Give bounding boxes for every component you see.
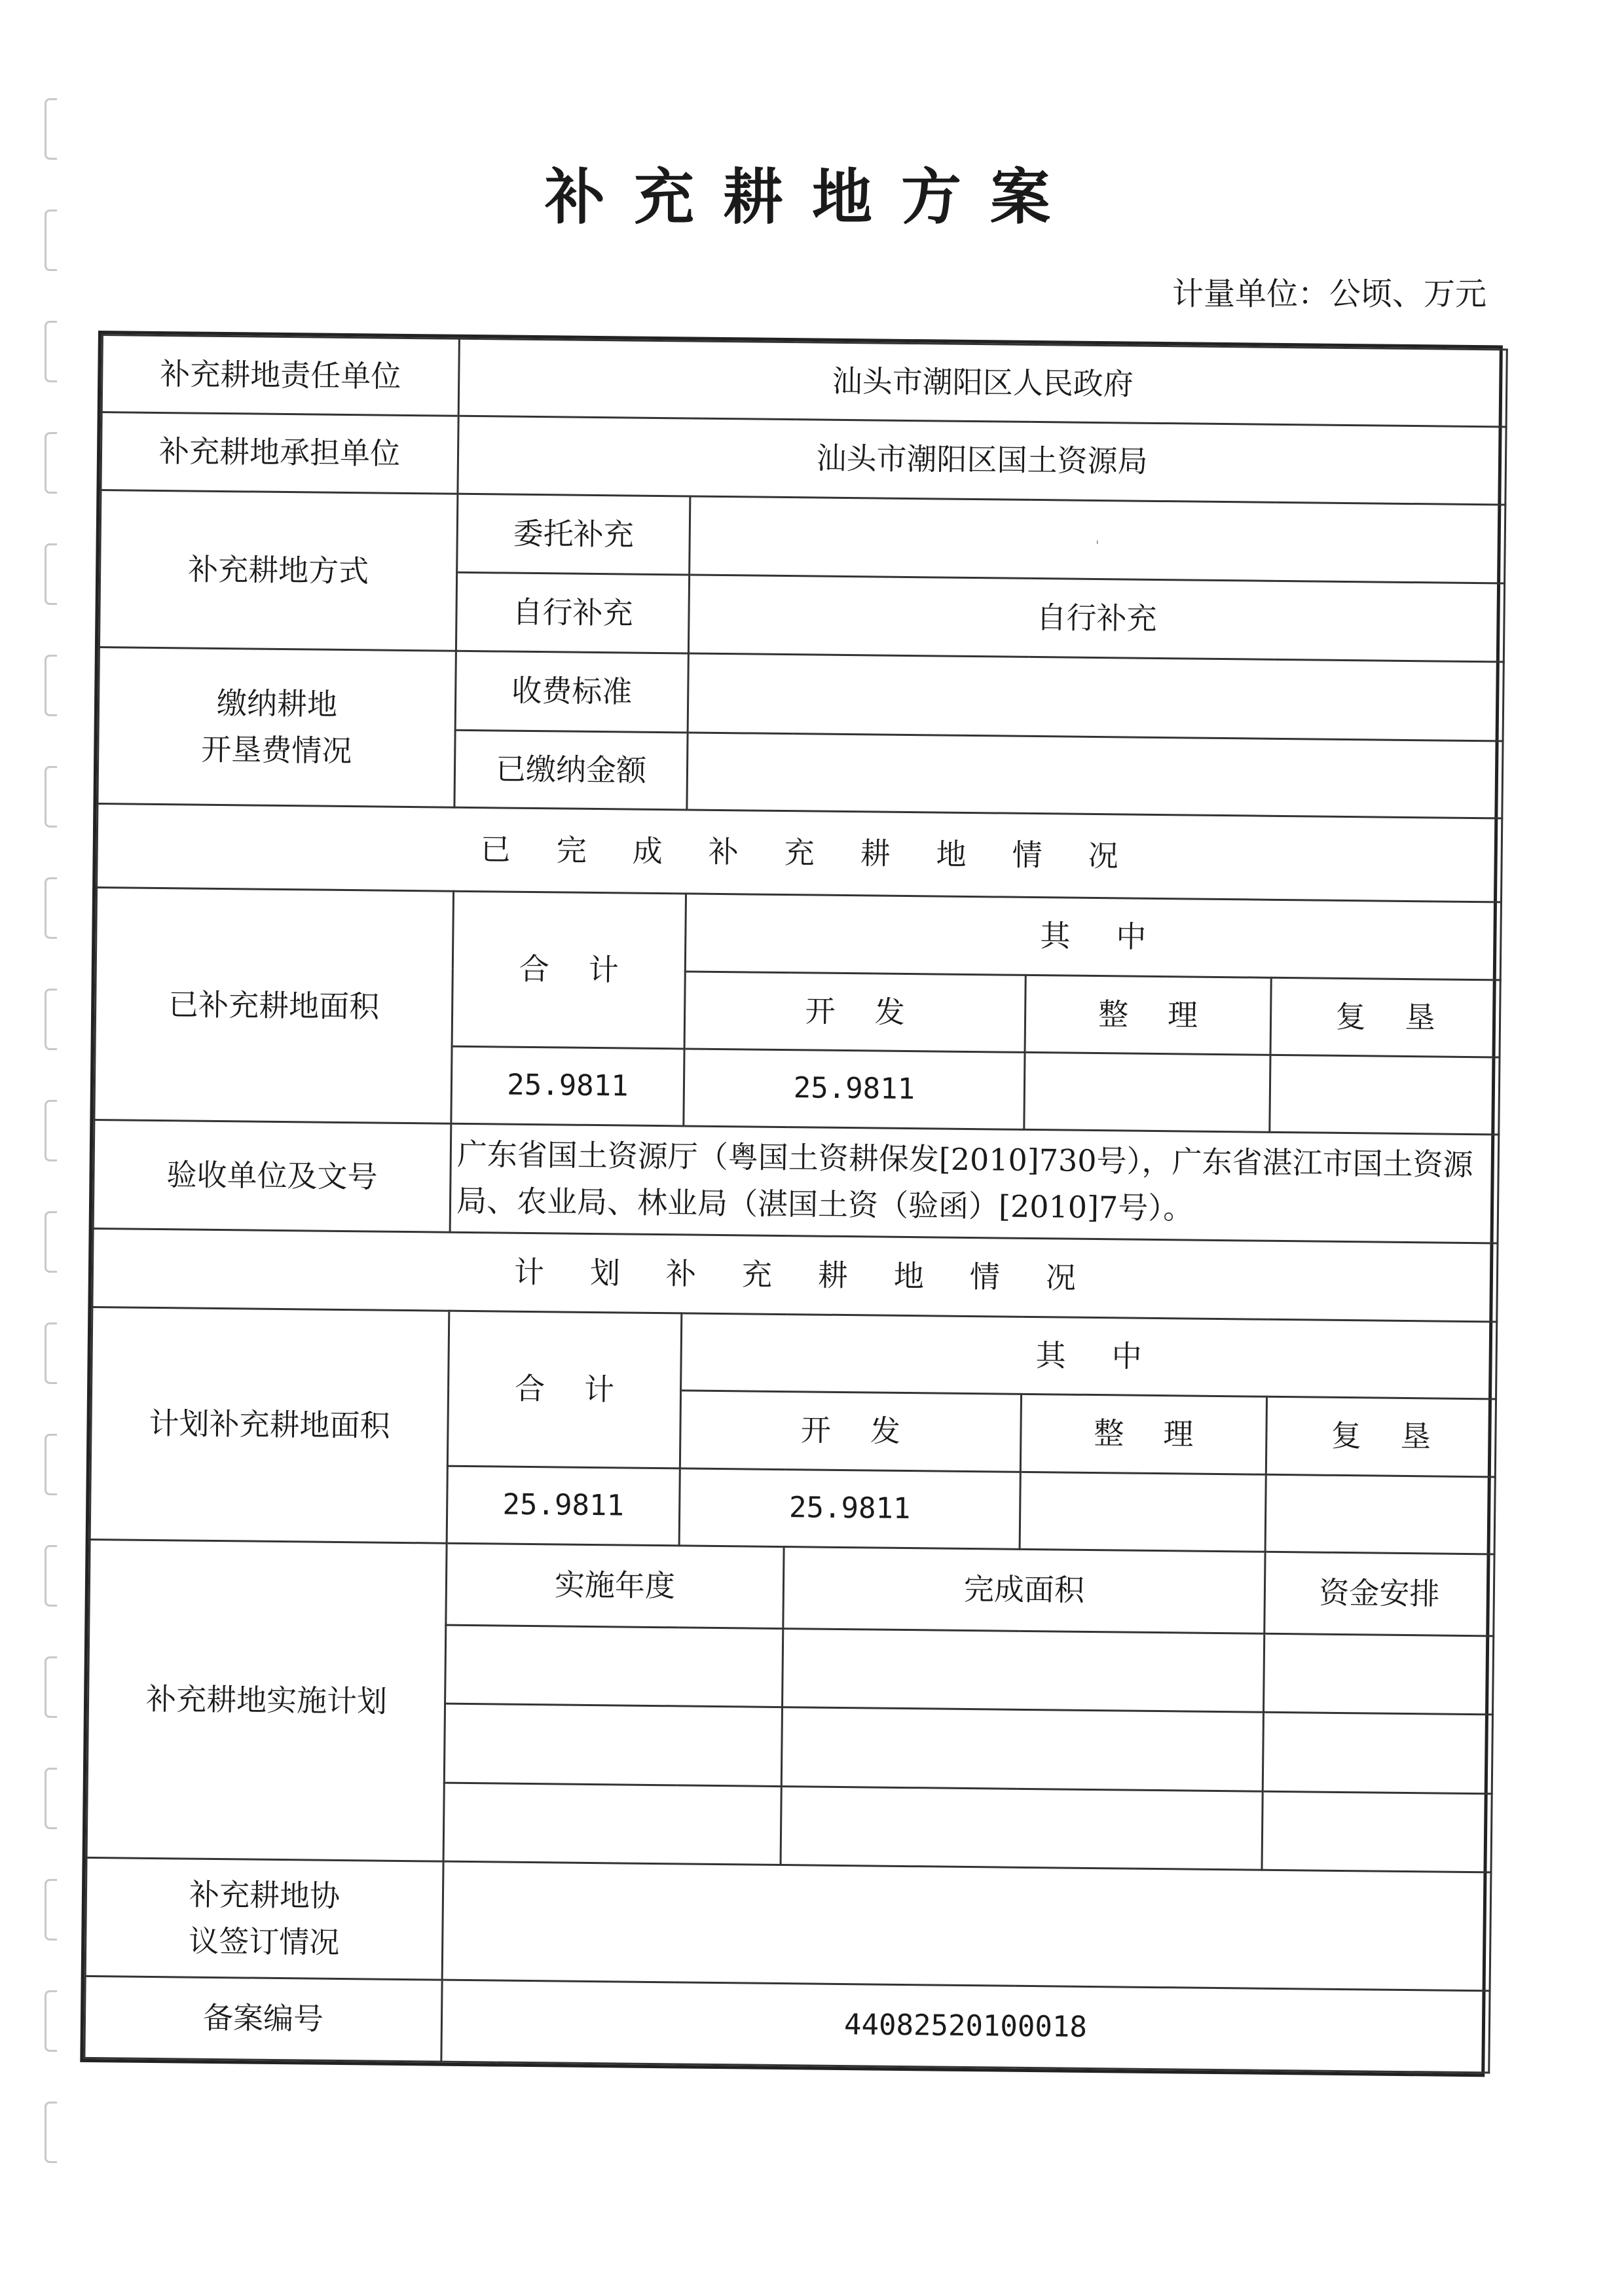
- agreement-label: [85, 1858, 443, 1980]
- implementation-label: 补充耕地实施计划: [86, 1539, 447, 1861]
- undertaker-value: 汕头市潮阳区国土资源局: [458, 416, 1506, 505]
- record-number: 44082520100018: [441, 1980, 1490, 2073]
- completed-of-which: 其中: [685, 894, 1501, 979]
- fee-label-line1: 缴纳耕地: [216, 685, 338, 722]
- implementation-year-header: 实施年度: [446, 1543, 784, 1629]
- planned-of-which: 其中: [681, 1313, 1497, 1399]
- planned-develop-value: 25.9811: [679, 1468, 1020, 1549]
- planned-total-value: 25.9811: [447, 1466, 680, 1546]
- binding-rings: [45, 0, 59, 2296]
- completed-reclaim-label: 复垦: [1270, 977, 1500, 1057]
- implementation-funds-header: 资金安排: [1264, 1552, 1494, 1636]
- method-label: 补充耕地方式: [99, 490, 457, 651]
- entrusted-label: 委托补充: [457, 494, 690, 575]
- implementation-area-cell: [781, 1786, 1263, 1870]
- implementation-funds-cell: [1262, 1791, 1492, 1872]
- completed-section-title: 已完成补充耕地情况: [97, 803, 1502, 902]
- completed-area-label: 已补充耕地面积: [94, 888, 454, 1124]
- completed-develop-value: 25.9811: [684, 1049, 1025, 1130]
- agreement-value: [442, 1861, 1491, 1990]
- fee-standard-value: [688, 653, 1504, 740]
- planned-section-title: 计划补充耕地情况: [92, 1228, 1498, 1322]
- self-value: 自行补充: [688, 575, 1504, 662]
- implementation-area-cell: [783, 1629, 1264, 1713]
- planned-reclaim-label: 复垦: [1266, 1396, 1496, 1476]
- acceptance-label: 验收单位及文号: [93, 1120, 451, 1232]
- fee-standard-label: 收费标准: [455, 651, 688, 732]
- implementation-year-cell: [445, 1625, 783, 1707]
- completed-total-label: 合计: [452, 891, 686, 1048]
- completed-arrange-value: [1024, 1052, 1270, 1132]
- completed-reclaim-value: [1270, 1055, 1500, 1135]
- fee-label: [98, 647, 456, 807]
- planned-arrange-label: 整理: [1020, 1394, 1266, 1474]
- implementation-area-cell: [781, 1707, 1263, 1791]
- record-label: 备案编号: [84, 1976, 442, 2062]
- implementation-funds-cell: [1263, 1713, 1492, 1794]
- planned-area-label: 计划补充耕地面积: [90, 1307, 449, 1543]
- self-label: 自行补充: [456, 572, 689, 653]
- fee-paid-value: [687, 733, 1503, 818]
- planned-total-label: 合计: [447, 1311, 681, 1468]
- planned-develop-label: 开发: [680, 1391, 1021, 1472]
- completed-arrange-label: 整理: [1025, 975, 1271, 1055]
- implementation-area-header: 完成面积: [783, 1546, 1265, 1633]
- agreement-label-line1: 补充耕地协: [189, 1876, 341, 1914]
- implementation-funds-cell: [1263, 1633, 1493, 1715]
- agreement-label-line2: 议签订情况: [188, 1923, 340, 1960]
- completed-total-value: 25.9811: [451, 1046, 684, 1126]
- responsible-value: 汕头市潮阳区人民政府: [458, 338, 1507, 427]
- implementation-year-cell: [444, 1704, 782, 1787]
- page-title: 补充耕地方案: [544, 162, 1079, 232]
- planned-arrange-value: [1020, 1472, 1266, 1552]
- form-table: [83, 334, 1508, 2073]
- undertaker-label: 补充耕地承担单位: [101, 412, 458, 494]
- fee-paid-label: 已缴纳金额: [454, 730, 688, 810]
- implementation-year-cell: [443, 1783, 781, 1865]
- planned-reclaim-value: [1265, 1474, 1495, 1554]
- acceptance-value: 广东省国土资源厅（粤国土资耕保发[2010]730号），广东省湛江市国土资源局、农业局、林业局（湛国土资（验函）[2010]7号）。: [450, 1123, 1499, 1243]
- completed-develop-label: 开发: [684, 971, 1025, 1052]
- unit-note: 计量单位：公顷、万元: [1172, 276, 1486, 312]
- fee-label-line2: 开垦费情况: [201, 731, 352, 769]
- responsible-label: 补充耕地责任单位: [101, 335, 459, 416]
- supplement-form: [80, 331, 1503, 2077]
- entrusted-value: ': [690, 496, 1505, 583]
